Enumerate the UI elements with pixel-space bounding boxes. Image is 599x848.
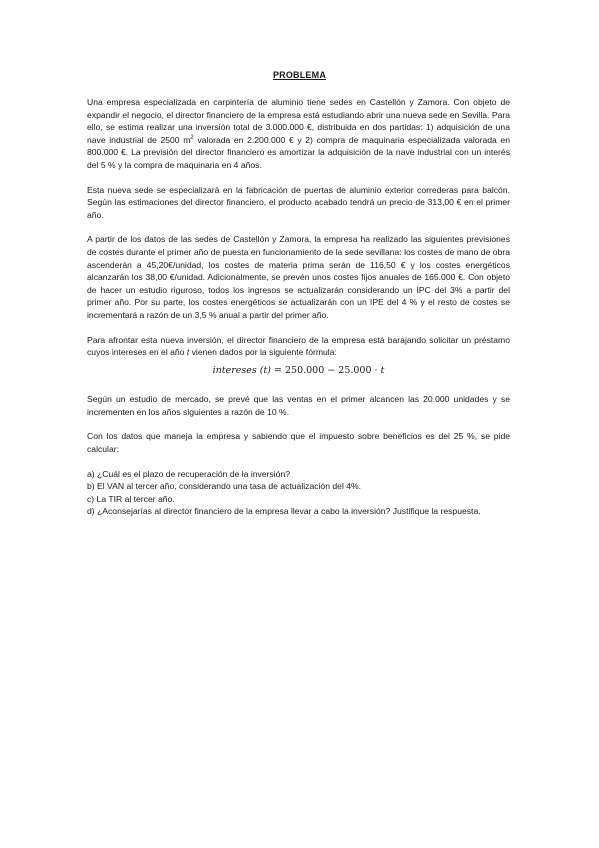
paragraph-product: Esta nueva sede se especializará en la fabricación de puertas de aluminio exterior correderas para balcón. Según las estimaciones del director financiero, el producto acabado tendrá un precio de 313,00 € en el primer año. bbox=[87, 184, 510, 220]
problem-body bbox=[87, 96, 510, 518]
paragraph-sales: Según un estudio de mercado, se prevé que las ventas en el primer alcancen las 20.000 unidades y se incrementen en los años siguientes a razón de 10 %. bbox=[87, 394, 510, 417]
paragraph-loan bbox=[87, 334, 510, 359]
questions-list bbox=[87, 468, 510, 518]
paragraph-loan-text-1: Para afrontar esta nueva inversión, el director financiero de la empresa está barajando solicitar un préstamo cuyos intereses en el año bbox=[87, 334, 510, 358]
question-c: c) La TIR al tercer año. bbox=[87, 493, 175, 504]
formula-rhs: = 250.000 − 25.000 · bbox=[270, 364, 381, 376]
paragraph-investment-text-1: Una empresa especializada en carpintería de aluminio tiene sedes en Castellón y Zamora. Con objeto de expandir el negocio, el director financiero de la empresa está estudiando abrir una nueva sede en Sevilla. Para ello, se estima realizar una inversión total de 3.000.000 €, distribuida en dos partidas: 1) adquisición de una nave industrial de 2500 m bbox=[87, 97, 510, 145]
interest-formula bbox=[87, 365, 510, 378]
paragraph-tax: Con los datos que maneja la empresa y sabiendo que el impuesto sobre beneficios es del 25 %, se pide calcular: bbox=[87, 431, 510, 455]
problem-title: PROBLEMA bbox=[272, 70, 327, 80]
paragraph-investment-text-2: valorada en 2.200.000 € y 2) compra de maquinaria especializada valorada en 800.000 €. La previsión del director financiero es amortizar la adquisición de la nave industrial con un interés del 5 % y la compra de maquinaria en 4 años. bbox=[87, 134, 510, 170]
paragraph-costs: A partir de los datos de las sedes de Castellón y Zamora, la empresa ha realizado las siguientes previsiones de costes durante el primer año de puesta en funcionamiento de la sede sevillana: los costes de mano de obra ascenderán a 45,20€/unidad, los costes de materia prima serán de 116,50 € y los costes energéticos alcanzarán los 38,00 €/unidad. Adicionalmente, se prevén unos costes fijos anuales de 165.000 €. Con objeto de hacer un estudio riguroso, todos los ingresos se actualizarán considerando un IPC del 3% a partir del primer año. Por su parte, los costes energéticos se actualizarán con un IPE del 4 % y el resto de costes se incrementará a razón de un 3,5 % anual a partir del primer año. bbox=[87, 234, 510, 320]
paragraph-loan-text-2: vienen dados por la siguiente fórmula: bbox=[189, 347, 337, 358]
question-d: d) ¿Aconsejarías al director financiero de la empresa llevar a cabo la inversión? Justifique la respuesta. bbox=[87, 506, 481, 517]
formula-variable-t: t bbox=[380, 364, 385, 376]
loan-variable-t: t bbox=[186, 347, 190, 358]
question-b: b) El VAN al tercer año, considerando una tasa de actualización del 4%. bbox=[87, 481, 362, 492]
formula-lhs: intereses (t) bbox=[212, 364, 271, 376]
paragraph-investment bbox=[87, 96, 510, 172]
superscript-square-meters: 2 bbox=[190, 134, 194, 141]
question-a: a) ¿Cuál es el plazo de recuperación de la inversión? bbox=[87, 468, 291, 479]
